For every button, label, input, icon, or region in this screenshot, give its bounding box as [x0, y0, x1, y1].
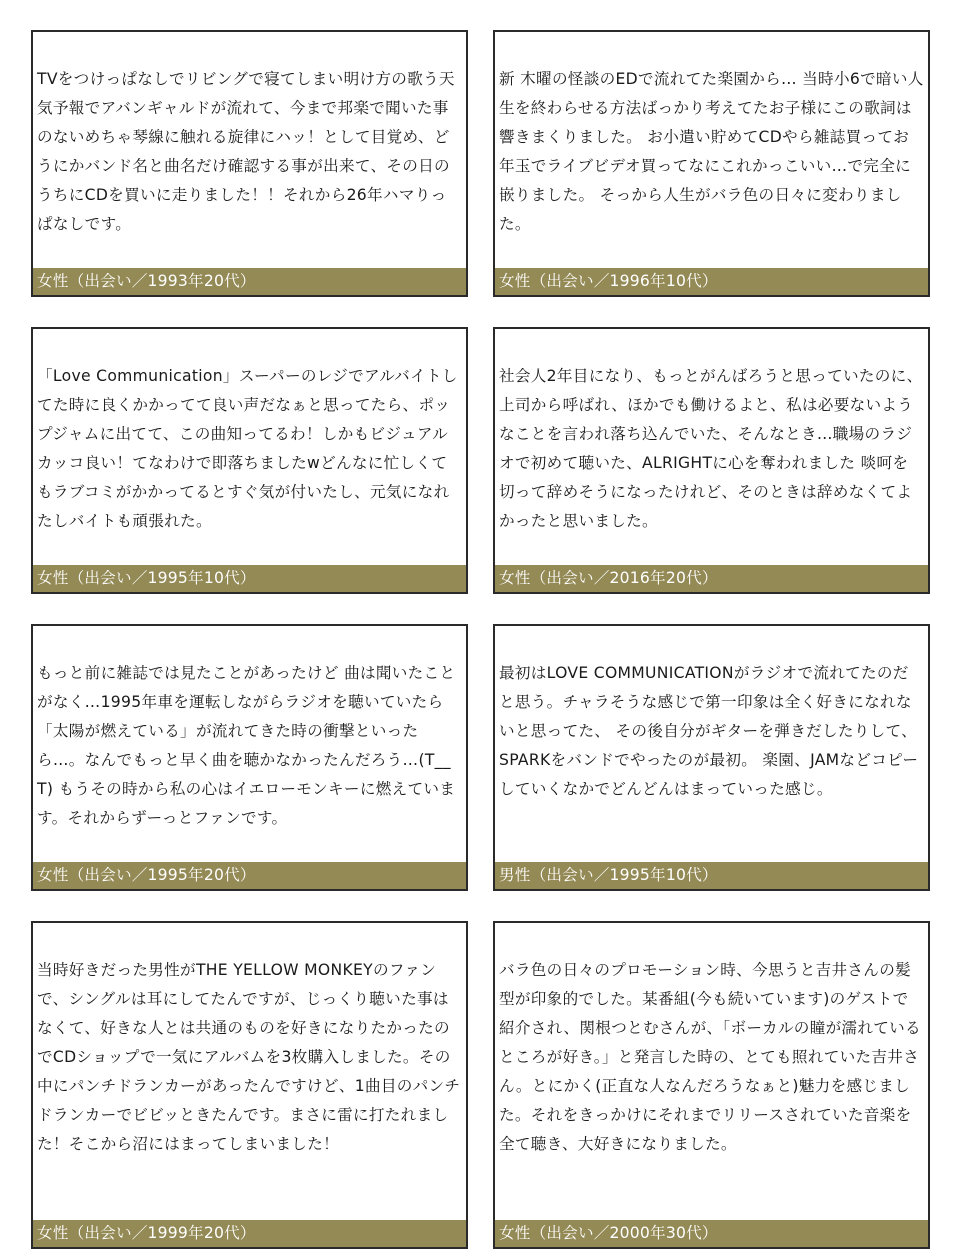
testimonial-meta: 男性（出会い／1995年10代）	[495, 862, 928, 889]
testimonial-text: TVをつけっぱなしでリビングで寝てしまい明け方の歌う天気予報でアバンギャルドが流れて、今まで邦楽で聞いた事のないめちゃ琴線に触れる旋律にハッ！として目覚め、どうにかバンド名と曲名だけ確認する事が出来て、その日のうちにCDを買いに走りました！！それから26年ハマりっぱなしです。	[37, 70, 455, 233]
testimonial-card	[31, 327, 468, 594]
testimonial-grid	[31, 30, 930, 1249]
testimonial-card	[493, 921, 930, 1249]
testimonial-meta: 女性（出会い／1993年20代）	[33, 268, 466, 295]
testimonial-text: 新 木曜の怪談のEDで流れてた楽園から… 当時小6で暗い人生を終わらせる方法ばっかり考えてたお子様にこの歌詞は響きまくりました。 お小遣い貯めてCDやら雑誌買ってお年玉でライブビデオ買ってなにこれかっこいい…で完全に嵌りました。 そっから人生がバラ色の日々に変わりました。	[499, 70, 924, 233]
testimonial-meta: 女性（出会い／1995年10代）	[33, 565, 466, 592]
testimonial-card	[31, 921, 468, 1249]
testimonial-text: 「Love Communication」スーパーのレジでアルバイトしてた時に良くかかってて良い声だなぁと思ってたら、ポップジャムに出てて、この曲知ってるわ！しかもビジュアルカッコ良い！てなわけで即落ちましたwどんなに忙しくてもラブコミがかかってるとすぐ気が付いたし、元気になれたしバイトも頑張れた。	[37, 367, 458, 530]
testimonial-card	[493, 624, 930, 891]
testimonial-card	[493, 30, 930, 297]
testimonial-text: 社会人2年目になり、もっとがんばろうと思っていたのに、上司から呼ばれ、ほかでも働けるよと、私は必要ないようなことを言われ落ち込んでいた、そんなとき…職場のラジオで初めて聴いた、ALRIGHTに心を奪われました 啖呵を切って辞めそうになったけれど、そのときは辞めなくてよかったと思いました。	[499, 367, 923, 530]
testimonial-meta: 女性（出会い／2016年20代）	[495, 565, 928, 592]
testimonial-card	[31, 30, 468, 297]
testimonial-card	[493, 327, 930, 594]
testimonial-meta: 女性（出会い／1995年20代）	[33, 862, 466, 889]
testimonial-text: 当時好きだった男性がTHE YELLOW MONKEYのファンで、シングルは耳にしてたんですが、じっくり聴いた事はなくて、好きな人とは共通のものを好きになりたかったのでCDショップで一気にアルバムを3枚購入しました。その中にパンチドランカーがあったんですけど、1曲目のパンチドランカーでビビッときたんです。まさに雷に打たれました！そこから沼にはまってしまいました！	[37, 961, 461, 1153]
testimonial-meta: 女性（出会い／1999年20代）	[33, 1220, 466, 1247]
testimonial-text: もっと前に雑誌では見たことがあったけど 曲は聞いたことがなく…1995年車を運転しながらラジオを聴いていたら 「太陽が燃えている」が流れてきた時の衝撃といったら…。なんでもっと早く曲を聴かなかったんだろう…(T__T) もうその時から私の心はイエローモンキーに燃えています。それからずーっとファンです。	[37, 664, 456, 827]
testimonial-meta: 女性（出会い／2000年30代）	[495, 1220, 928, 1247]
testimonial-text: バラ色の日々のプロモーション時、今思うと吉井さんの髪型が印象的でした。某番組(今も続いています)のゲストで紹介され、関根つとむさんが、「ボーカルの瞳が濡れているところが好き。」と発言した時の、とても照れていた吉井さん。とにかく(正直な人なんだろうなぁと)魅力を感じました。それをきっかけにそれまでリリースされていた音楽を全て聴き、大好きになりました。	[499, 961, 921, 1153]
testimonial-text: 最初はLOVE COMMUNICATIONがラジオで流れてたのだと思う。チャラそうな感じで第一印象は全く好きになれないと思ってた、 その後自分がギターを弾きだしたりして、SPARKをバンドでやったのが最初。 楽園、JAMなどコピーしていくなかでどんどんはまっていった感じ。	[499, 664, 919, 798]
testimonial-card	[31, 624, 468, 891]
testimonial-meta: 女性（出会い／1996年10代）	[495, 268, 928, 295]
